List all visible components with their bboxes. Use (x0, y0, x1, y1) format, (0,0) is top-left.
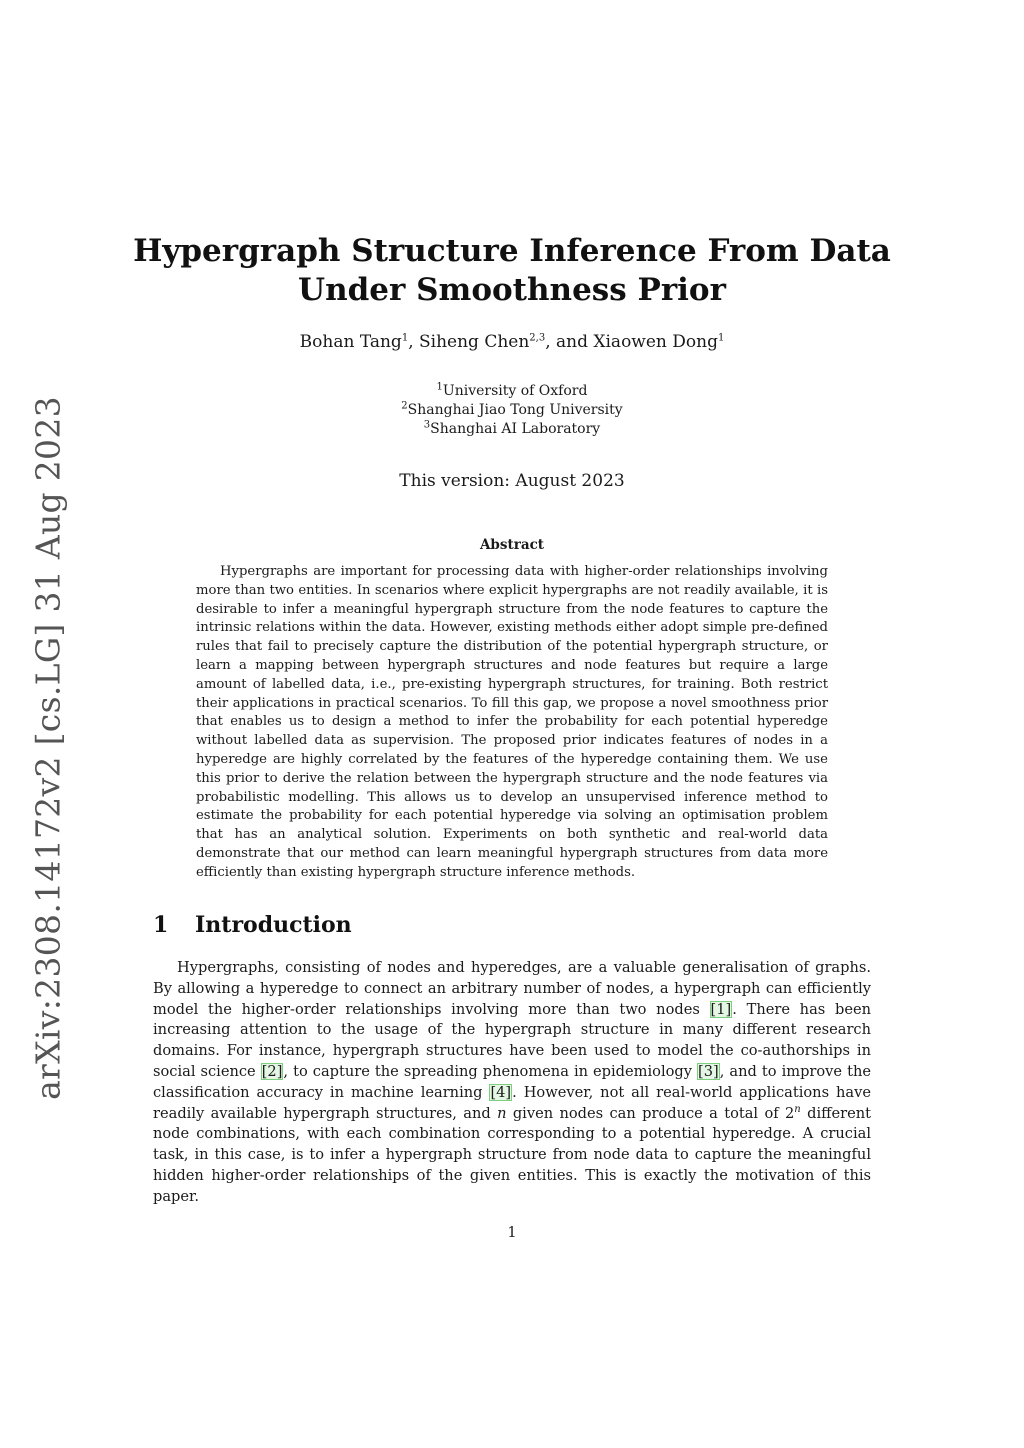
affiliation-mark: 2 (401, 400, 408, 412)
citation-link[interactable]: [1] (710, 1000, 732, 1018)
author-separator: , (408, 332, 419, 352)
math-variable: n (497, 1104, 507, 1122)
section-title: Introduction (195, 912, 352, 938)
text-run: , and to improve the classification accuracy in machine learning (153, 1062, 871, 1101)
affiliation-line (0, 382, 1024, 401)
text-run: given nodes can produce a total of 2 (506, 1104, 795, 1122)
text-run: different node combinations, with each combination corresponding to a potential hyperedge. A crucial task, in this case, is to infer a hypergraph structure from node data to capture the meaningful hidden higher-order relationships of the given entities. This is exactly the motivation of this paper. (153, 1104, 872, 1205)
title-line-2: Under Smoothness Prior (298, 272, 726, 308)
text-run: , to capture the spreading phenomena in epidemiology (283, 1062, 698, 1080)
paper-title (0, 232, 1024, 310)
affiliation-mark: 1 (436, 381, 443, 393)
author-name: Xiaowen Dong (593, 332, 718, 352)
affiliation-line (0, 420, 1024, 439)
affiliation-name: University of Oxford (442, 383, 588, 399)
author-affiliation-mark: 1 (401, 332, 409, 344)
author-name: Bohan Tang (299, 332, 402, 352)
affiliation-name: Shanghai Jiao Tong University (407, 402, 623, 418)
section-heading (153, 912, 352, 938)
introduction-paragraph (153, 958, 871, 1208)
text-run: . However, not all real-world applications have readily available hypergraph structures, and (153, 1083, 871, 1122)
affiliation-mark: 3 (423, 419, 431, 431)
abstract-body: Hypergraphs are important for processing data with higher-order relationships involving more than two entities. In scenarios where explicit hypergraphs are not readily available, it is desirable to infer a meaningful hypergraph structure from the node features to capture the intrinsic relations within the data. However, existing methods either adopt simple pre-defined rules that fail to precisely capture the distribution of the potential hypergraph structure, or learn a mapping between hypergraph structures and node features but require a large amount of labelled data, i.e., pre-existing hypergraph structures, for training. Both restrict their applications in practical scenarios. To fill this gap, we propose a novel smoothness prior that enables us to design a method to infer the probability for each potential hyperedge without labelled data as supervision. The proposed prior indicates features of nodes in a hyperedge are highly correlated by the features of the hyperedge containing them. We use this prior to derive the relation between the hypergraph structure and the node features via probabilistic modelling. This allows us to develop an unsupervised inference method to estimate the probability for each potential hyperedge via solving an optimisation problem that has an analytical solution. Experiments on both synthetic and real-world data demonstrate that our method can learn meaningful hypergraph structures from data more efficiently than existing hypergraph structure inference methods. (196, 564, 828, 880)
affiliation-line (0, 401, 1024, 420)
title-line-1: Hypergraph Structure Inference From Data (133, 233, 891, 269)
author-list (0, 332, 1024, 352)
author-affiliation-mark: 2,3 (529, 332, 546, 344)
author-affiliation-mark: 1 (717, 332, 725, 344)
text-run: Hypergraphs, consisting of nodes and hyperedges, are a valuable generalisation of graphs. By allowing a hyperedge to connect an arbitrary number of nodes, a hypergraph can efficiently model the higher-order relationships involving more than two nodes (153, 959, 871, 1018)
arxiv-identifier: arXiv:2308.14172v2 [cs.LG] 31 Aug 2023 (28, 396, 68, 1100)
abstract-heading: Abstract (479, 537, 545, 553)
page-number: 1 (507, 1224, 517, 1241)
version-line: This version: August 2023 (399, 471, 625, 491)
text-run: . There has been increasing attention to the usage of the hypergraph structure in many different research domains. For instance, hypergraph structures have been used to model the co-authorships in social science (153, 1000, 871, 1080)
citation-link[interactable]: [4] (490, 1083, 512, 1101)
section-number: 1 (153, 912, 169, 938)
citation-link[interactable]: [3] (698, 1062, 719, 1080)
affiliation-name: Shanghai AI Laboratory (430, 421, 601, 437)
author-separator: , and (545, 332, 594, 352)
math-exponent: n (794, 1103, 801, 1115)
affiliation-list (0, 382, 1024, 439)
citation-link[interactable]: [2] (261, 1062, 283, 1080)
author-name: Siheng Chen (419, 332, 530, 352)
